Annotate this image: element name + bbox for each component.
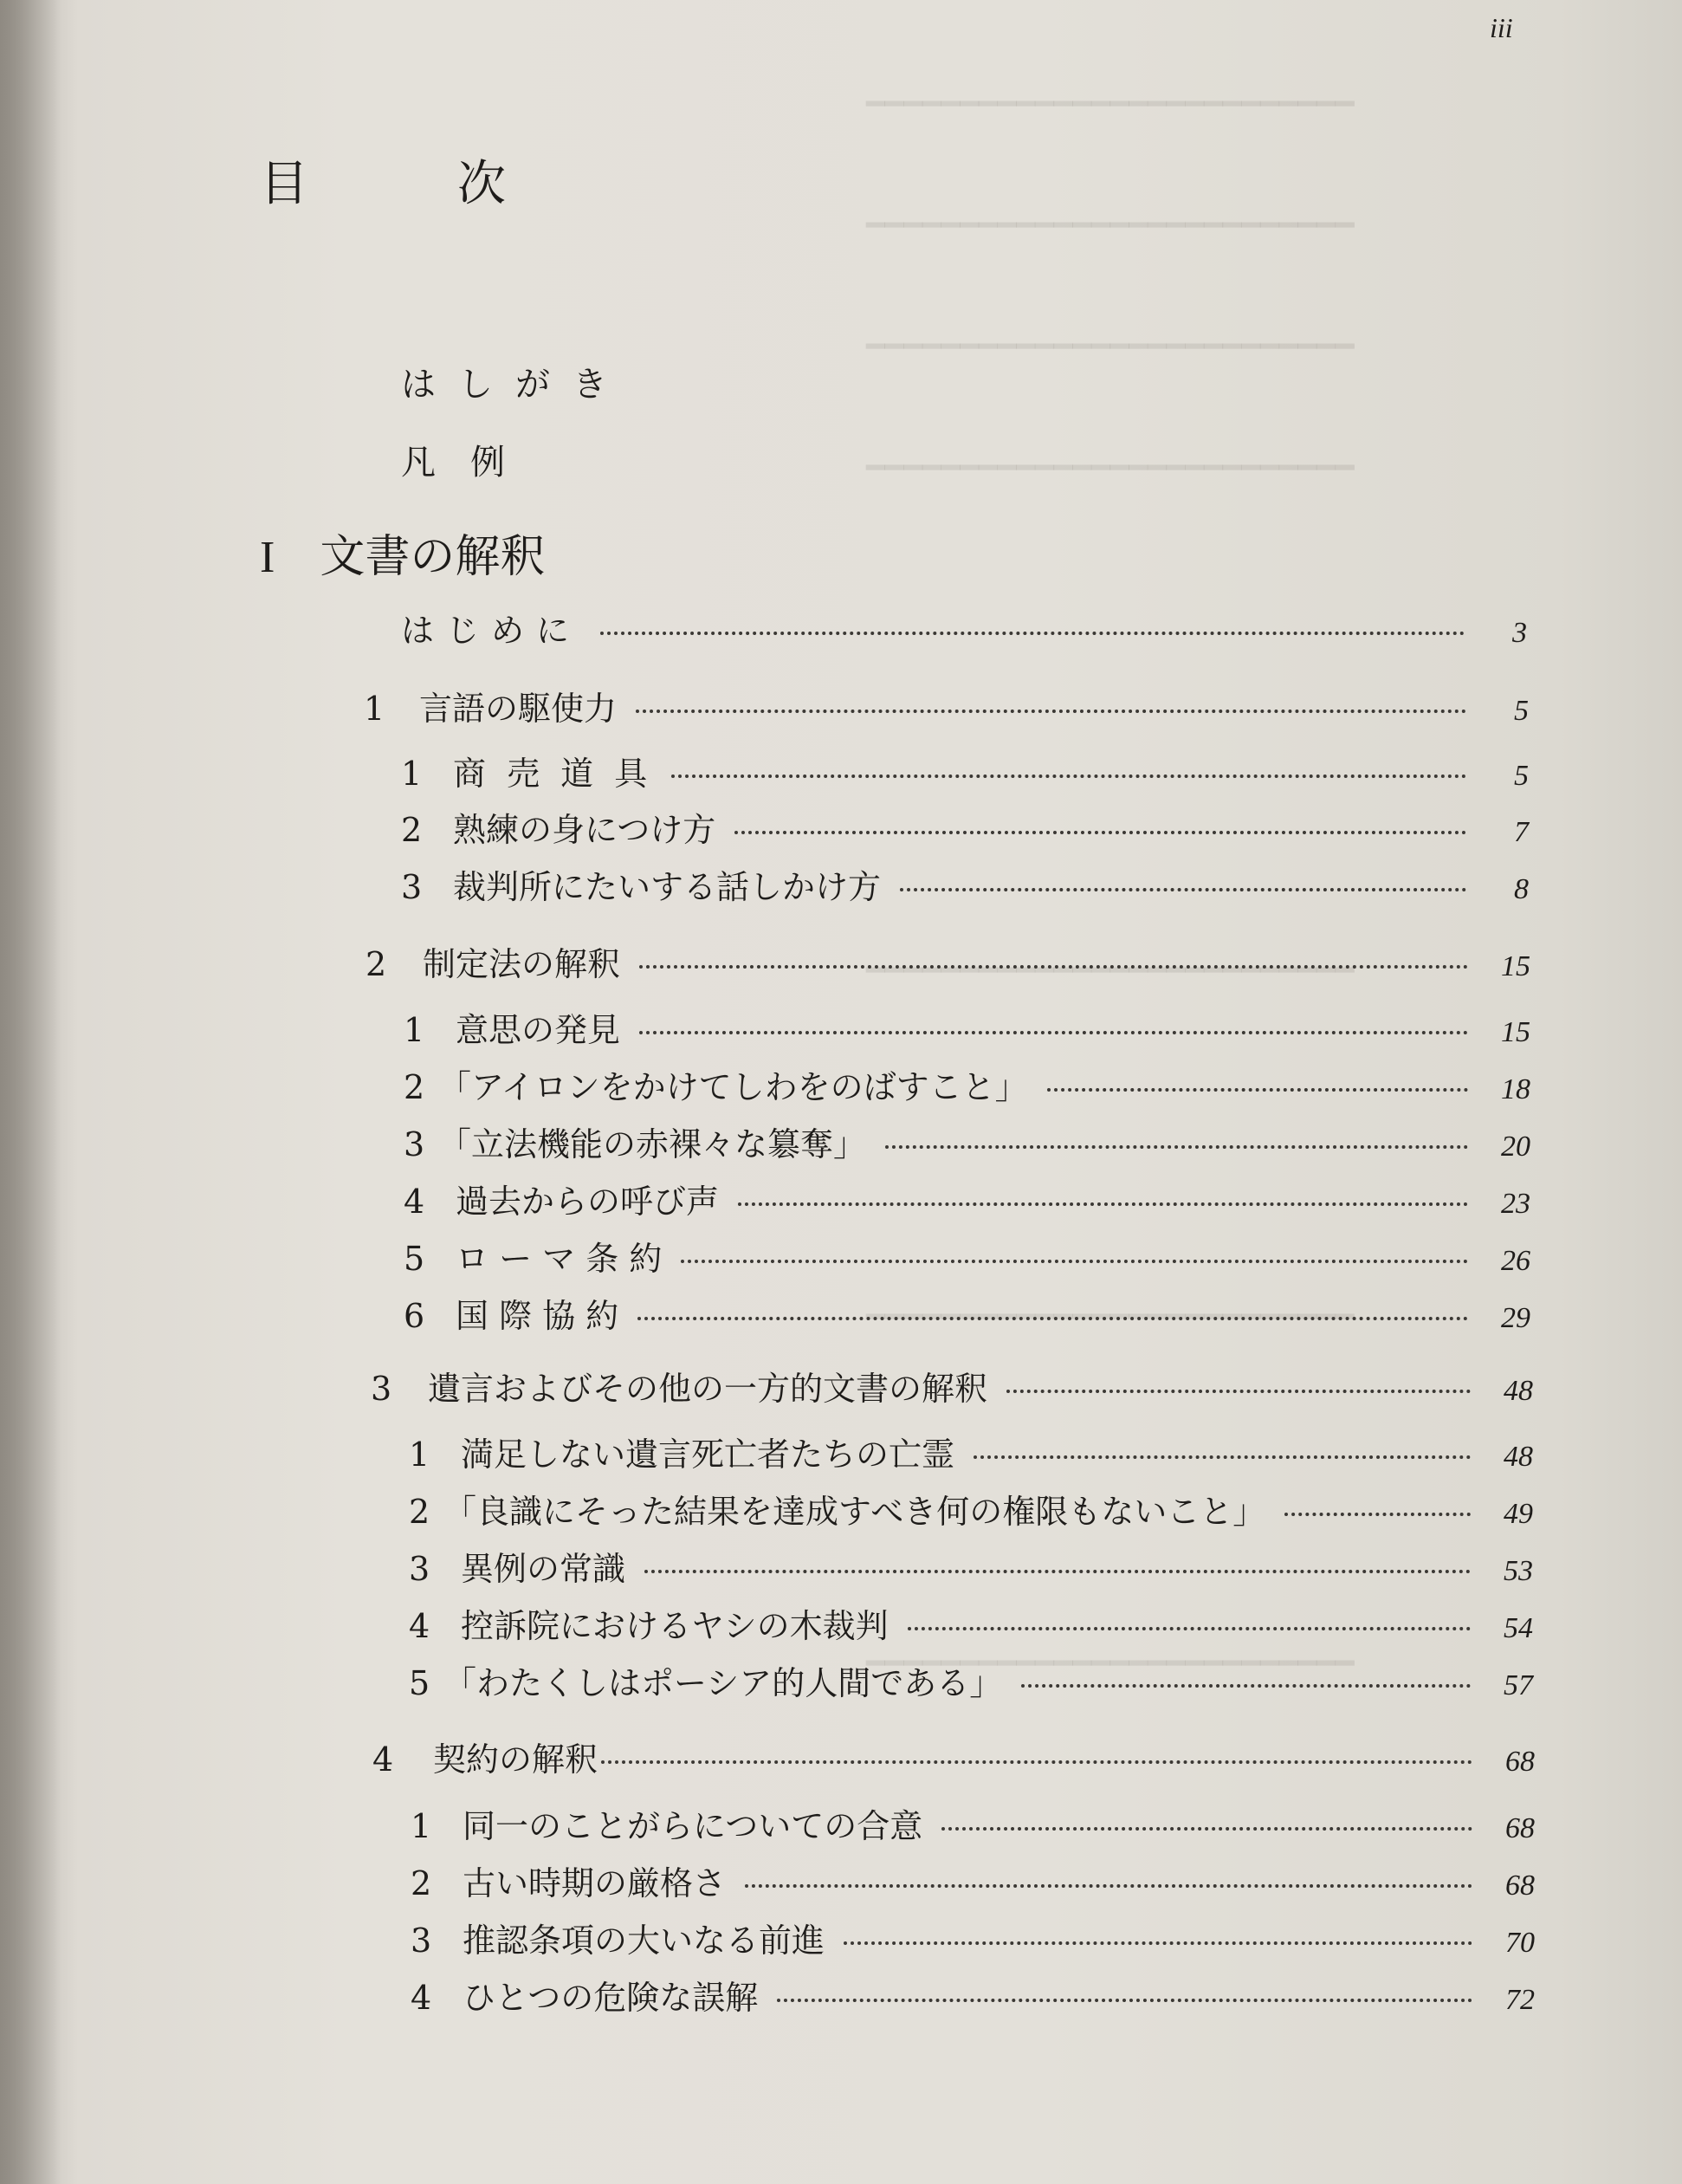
section-title: 満足しない遺言死亡者たちの亡霊 bbox=[461, 1435, 955, 1474]
section-title: 過去からの呼び声 bbox=[456, 1183, 720, 1221]
toc-page-number: 5 bbox=[1514, 695, 1529, 727]
page-folio: iii bbox=[1490, 12, 1513, 43]
toc-section[interactable] bbox=[401, 747, 1529, 793]
section-number: 3 bbox=[404, 1125, 425, 1163]
toc-section[interactable] bbox=[404, 1003, 1530, 1047]
dot-leader bbox=[885, 1145, 1468, 1149]
toc-page-number: 68 bbox=[1505, 1870, 1535, 1902]
dot-leader bbox=[900, 888, 1466, 891]
toc-section[interactable] bbox=[411, 1914, 1535, 1960]
toc-section[interactable] bbox=[404, 1060, 1530, 1104]
toc-section[interactable] bbox=[401, 860, 1529, 904]
dot-leader bbox=[639, 1031, 1468, 1034]
section-number: 2 bbox=[404, 1068, 425, 1106]
dot-leader bbox=[777, 1999, 1472, 2002]
section-title: 国 際 協 約 bbox=[456, 1297, 619, 1335]
toc-section[interactable] bbox=[409, 1599, 1533, 1643]
toc-page-number: 8 bbox=[1514, 873, 1529, 905]
toc-section[interactable] bbox=[411, 1799, 1535, 1843]
toc-section[interactable] bbox=[404, 1232, 1530, 1278]
dot-leader bbox=[1021, 1684, 1471, 1688]
dot-leader bbox=[745, 1884, 1472, 1888]
section-number: 2 bbox=[401, 811, 423, 849]
section-number: 1 bbox=[409, 1435, 430, 1474]
toc-page-number: 5 bbox=[1514, 760, 1529, 792]
section-title: 商 売 道 具 bbox=[453, 755, 653, 793]
page-gutter-shadow bbox=[0, 0, 61, 2184]
toc-page-number: 70 bbox=[1505, 1927, 1535, 1959]
section-number: 2 bbox=[411, 1864, 432, 1902]
section-title: 意思の発見 bbox=[456, 1011, 621, 1049]
toc-page-number: 15 bbox=[1501, 1016, 1530, 1048]
dot-leader bbox=[974, 1455, 1471, 1459]
section-number: 5 bbox=[409, 1664, 430, 1702]
dot-leader bbox=[671, 774, 1466, 778]
toc-page-number: 68 bbox=[1505, 1812, 1535, 1844]
toc-chapter[interactable] bbox=[366, 937, 1530, 981]
section-title: 同一のことがらについての合意 bbox=[463, 1807, 923, 1845]
section-number: 1 bbox=[401, 755, 423, 793]
section-number: 4 bbox=[411, 1979, 432, 2017]
section-title: 「わたくしはポーシア的人間である」 bbox=[443, 1664, 1003, 1702]
section-title: 控訴院におけるヤシの木裁判 bbox=[461, 1607, 889, 1645]
toc-section[interactable] bbox=[404, 1175, 1530, 1221]
dot-leader bbox=[639, 965, 1468, 969]
section-title: 推認条項の大いなる前進 bbox=[463, 1922, 825, 1960]
toc-page-number: 23 bbox=[1501, 1188, 1530, 1220]
section-title: ひとつの危険な誤解 bbox=[463, 1979, 759, 2017]
dot-leader bbox=[1006, 1390, 1471, 1393]
part-label: 文書の解釈 bbox=[320, 531, 546, 583]
toc-page-number: 68 bbox=[1505, 1746, 1535, 1778]
toc-page-number: 18 bbox=[1501, 1073, 1530, 1105]
toc-page-number: 3 bbox=[1512, 617, 1527, 649]
toc-page-number: 49 bbox=[1504, 1498, 1533, 1530]
dot-leader bbox=[637, 1317, 1468, 1320]
dot-leader bbox=[908, 1627, 1471, 1630]
chapter-number: 3 bbox=[371, 1370, 392, 1408]
section-title: 古い時期の厳格さ bbox=[463, 1864, 727, 1902]
toc-chapter[interactable] bbox=[371, 1362, 1533, 1408]
dot-leader bbox=[601, 1760, 1472, 1764]
section-number: 3 bbox=[409, 1550, 430, 1588]
toc-heading-char-1: 目 bbox=[260, 156, 310, 212]
toc-section[interactable] bbox=[401, 803, 1529, 849]
section-number: 4 bbox=[409, 1607, 430, 1645]
toc-section[interactable] bbox=[411, 1857, 1535, 1900]
toc-section[interactable] bbox=[404, 1289, 1530, 1335]
toc-section[interactable] bbox=[409, 1542, 1533, 1588]
chapter-title: 遺言およびその他の一方的文書の解釈 bbox=[428, 1370, 988, 1408]
dot-leader bbox=[941, 1827, 1472, 1831]
section-title: 裁判所にたいする話しかけ方 bbox=[453, 868, 882, 906]
dot-leader bbox=[636, 710, 1466, 713]
toc-chapter[interactable] bbox=[372, 1733, 1535, 1779]
toc-section[interactable] bbox=[411, 1971, 1535, 2017]
toc-heading bbox=[260, 146, 508, 215]
section-number: 6 bbox=[404, 1297, 425, 1335]
chapter-number: 2 bbox=[366, 945, 387, 983]
section-title: 「立法機能の赤裸々な簒奪」 bbox=[438, 1125, 867, 1163]
section-title: 「良識にそった結果を達成すべき何の権限もないこと」 bbox=[443, 1493, 1266, 1531]
section-number: 1 bbox=[404, 1011, 425, 1049]
chapter-number: 4 bbox=[372, 1740, 394, 1779]
part-number: I bbox=[260, 533, 275, 582]
section-number: 3 bbox=[411, 1922, 432, 1960]
dot-leader bbox=[644, 1570, 1471, 1573]
toc-heading-char-2: 次 bbox=[457, 156, 508, 212]
dot-leader bbox=[738, 1202, 1468, 1206]
section-title: 熟練の身につけ方 bbox=[453, 811, 716, 849]
toc-chapter[interactable] bbox=[364, 682, 1529, 728]
toc-page-number: 72 bbox=[1505, 1984, 1535, 2016]
section-number: 1 bbox=[411, 1807, 432, 1845]
toc-page-number: 48 bbox=[1504, 1441, 1533, 1473]
chapter-number: 1 bbox=[364, 690, 385, 728]
toc-section[interactable] bbox=[409, 1656, 1533, 1700]
toc-page-number: 15 bbox=[1501, 950, 1530, 982]
toc-page-number: 26 bbox=[1501, 1245, 1530, 1277]
toc-section[interactable] bbox=[409, 1428, 1533, 1474]
toc-section[interactable] bbox=[404, 1118, 1530, 1161]
toc-entry-intro[interactable] bbox=[401, 604, 1527, 650]
section-number: 4 bbox=[404, 1183, 425, 1221]
toc-page-number: 20 bbox=[1501, 1131, 1530, 1163]
part-title bbox=[260, 520, 545, 585]
chapter-title: 契約の解釈 bbox=[433, 1740, 598, 1779]
section-number: 3 bbox=[401, 868, 423, 906]
section-title: 異例の常識 bbox=[461, 1550, 626, 1588]
toc-entry-label: はじめに bbox=[401, 612, 582, 650]
dot-leader bbox=[734, 831, 1466, 834]
dot-leader bbox=[844, 1941, 1472, 1945]
dot-leader bbox=[681, 1260, 1468, 1263]
section-title: 「アイロンをかけてしわをのばすこと」 bbox=[438, 1068, 1028, 1106]
section-number: 5 bbox=[404, 1240, 425, 1278]
toc-page-number: 53 bbox=[1504, 1555, 1533, 1587]
chapter-title: 制定法の解釈 bbox=[423, 945, 621, 983]
toc-page-number: 29 bbox=[1501, 1302, 1530, 1334]
dot-leader bbox=[1284, 1513, 1471, 1516]
toc-page-number: 57 bbox=[1504, 1669, 1533, 1701]
front-matter-preface: はしがき bbox=[401, 365, 630, 405]
dot-leader bbox=[600, 632, 1465, 635]
toc-page-number: 7 bbox=[1514, 816, 1529, 848]
toc-page-number: 48 bbox=[1504, 1375, 1533, 1407]
front-matter-notes: 凡 例 bbox=[401, 443, 505, 483]
section-number: 2 bbox=[409, 1493, 430, 1531]
toc-page-number: 54 bbox=[1504, 1612, 1533, 1644]
toc-section[interactable] bbox=[409, 1485, 1533, 1531]
section-title: ロ ー マ 条 約 bbox=[456, 1240, 663, 1278]
dot-leader bbox=[1047, 1088, 1468, 1092]
chapter-title: 言語の駆使力 bbox=[419, 690, 618, 728]
